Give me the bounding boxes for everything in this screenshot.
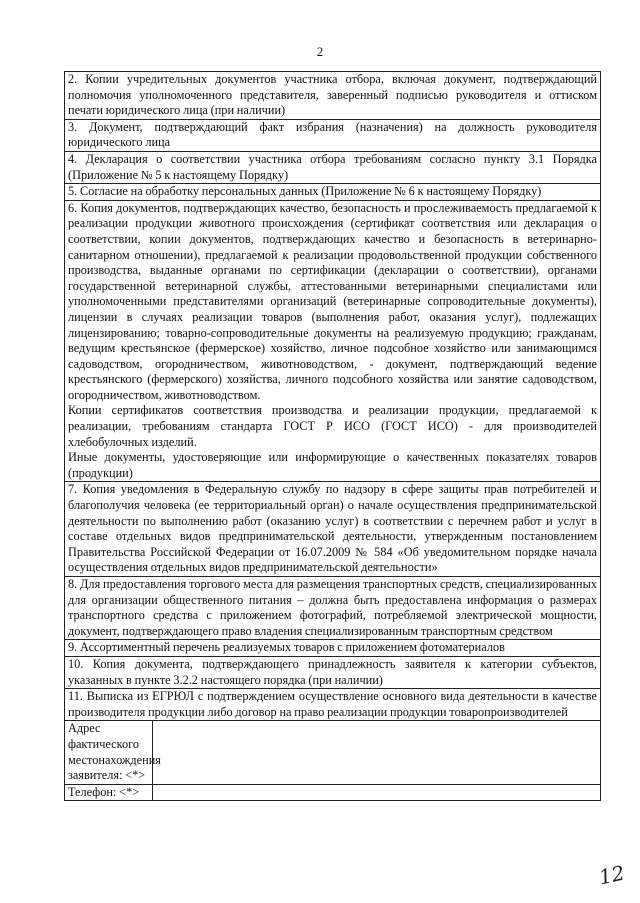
- row-item-5: 5. Согласие на обработку персональных данных (Приложение № 6 к настоящему Порядку): [65, 184, 601, 201]
- row-item-6-paragraph: 6. Копия документов, подтверждающих качество, безопасность и прослеживаемость предлагаемой к реализации продукции животного происхождения (сертификат соответствия или декларация о соответствии, копии документов, подтверждающих качество и безопасность в ветеринарно-санитарном отношении), предлагаемой к реализации продовольственной продукции собственного производства, выданные органами по сертификации (декларации о соответствии), органами государственной ветеринарной службы, аттестованными ветеринарными специалистами или уполномоченными представителями организаций (ветеринарные сопроводительные документы), лицензии в случаях реализации товаров (выполнения работ, оказания услуг), подлежащих лицензированию; товарно-сопроводительные документы на реализуемую продукцию; гражданам, ведущим крестьянское (фермерское) хозяйство, личное подсобное хозяйство или занимающимся садоводством, огородничеством, животноводством, - документ, подтверждающий ведение крестьянского (фермерского) хозяйства, личного подсобного хозяйства или занятие садоводством, огородничеством, животноводством.: [68, 200, 597, 402]
- row-item-3: 3. Документ, подтверждающий факт избрания (назначения) на должность руководителя юридического лица: [65, 119, 601, 151]
- row-item-6-paragraph: Копии сертификатов соответствия производства и реализации продукции, предлагаемой к реализации, требованиям стандарта ГОСТ Р ИСО (ГОСТ ИСО) - для производителей хлебобулочных изделий.: [68, 403, 597, 449]
- row-item-2: 2. Копии учредительных документов участника отбора, включая документ, подтверждающий полномочия уполномоченного представителя, заверенный подписью руководителя и оттиском печати юридического лица (при наличии): [65, 72, 601, 120]
- phone-field[interactable]: [153, 784, 601, 801]
- handwritten-page-mark: 12: [596, 860, 627, 890]
- row-item-10: 10. Копия документа, подтверждающего принадлежность заявителя к категории субъектов, указанных в пункте 3.2.2 настоящего порядка (при наличии): [65, 656, 601, 688]
- table-row: [65, 151, 601, 183]
- row-item-6: [65, 200, 601, 482]
- row-item-7: 7. Копия уведомления в Федеральную службу по надзору в сфере защиты прав потребителей и благополучия человека (ее территориальный орган) о начале осуществления предпринимательской деятельности по выполнению работ (оказанию услуг) в соответствии с перечнем работ и услуг в составе отдельных видов предпринимательской деятельности, утвержденным постановлением Правительства Российской Федерации от 16.07.2009 № 584 «Об уведомительном порядке начала осуществления отдельных видов предпринимательской деятельности»: [65, 482, 601, 577]
- table-row: [65, 640, 601, 657]
- table-row: [65, 656, 601, 688]
- documents-table: [64, 71, 601, 801]
- phone-label: Телефон: <*>: [65, 784, 153, 801]
- table-row: [65, 200, 601, 482]
- address-field[interactable]: [153, 721, 601, 784]
- page-number: 2: [316, 44, 324, 59]
- table-row: [65, 577, 601, 640]
- row-item-6-paragraph: Иные документы, удостоверяющие или информирующие о качественных показателях товаров (продукции): [68, 450, 597, 480]
- table-row: [65, 119, 601, 151]
- table-row: [65, 72, 601, 120]
- table-row: [65, 482, 601, 577]
- table-row: [65, 184, 601, 201]
- address-row: [65, 721, 601, 784]
- row-item-4: 4. Декларация о соответствии участника отбора требованиям согласно пункту 3.1 Порядка (Приложение № 5 к настоящему Порядку): [65, 151, 601, 183]
- row-item-9: 9. Ассортиментный перечень реализуемых товаров с приложением фотоматериалов: [65, 640, 601, 657]
- row-item-8: 8. Для предоставления торгового места для размещения транспортных средств, специализированных для организации общественного питания – должна быть предоставлена информация о размерах транспортного средства с приложением фотографий, потребляемой электрической мощности, документ, подтверждающего право владения специализированным транспортным средством: [65, 577, 601, 640]
- row-item-11: 11. Выписка из ЕГРЮЛ с подтверждением осуществление основного вида деятельности в качестве производителя продукции либо договор на право реализации продукции товаропроизводителей: [65, 689, 601, 721]
- table-row: [65, 689, 601, 721]
- phone-row: [65, 784, 601, 801]
- address-label: Адрес фактического местонахождения заявителя: <*>: [65, 721, 153, 784]
